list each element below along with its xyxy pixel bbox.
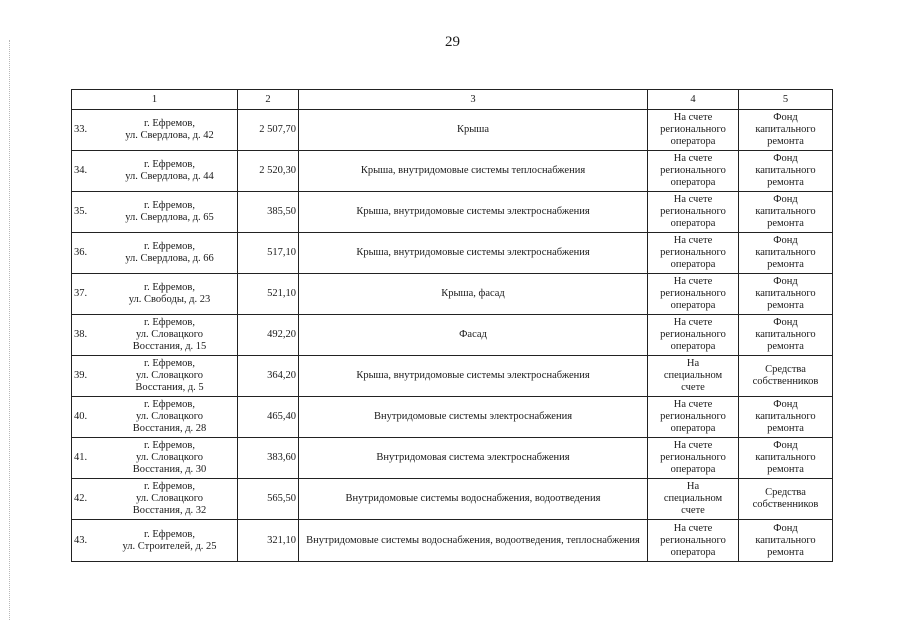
address-cell <box>72 479 238 520</box>
account-method <box>648 315 739 356</box>
address-line: г. Ефремов, <box>144 118 195 129</box>
table-row <box>72 151 833 192</box>
account-method <box>648 397 739 438</box>
funding-line: капитального <box>755 165 816 176</box>
address-line: г. Ефремов, <box>144 481 195 492</box>
table-row <box>72 520 833 562</box>
area-value: 517,10 <box>238 233 299 274</box>
address-cell <box>72 520 238 562</box>
account-line: оператора <box>670 546 716 558</box>
funding-line: ремонта <box>767 300 804 311</box>
area-value: 2 507,70 <box>238 110 299 151</box>
account-method <box>648 438 739 479</box>
account-line: На счете <box>673 194 713 205</box>
column-header: 4 <box>648 90 739 110</box>
table-row <box>72 192 833 233</box>
column-header: 2 <box>238 90 299 110</box>
funding-source <box>739 274 833 315</box>
row-number: 40. <box>74 411 88 422</box>
binding-margin-line <box>9 40 10 620</box>
address <box>104 529 235 553</box>
address-line: г. Ефремов, <box>144 282 195 293</box>
works-type: Крыша, внутридомовые системы электроснабжения <box>299 233 648 274</box>
address-cell <box>72 356 238 397</box>
address-line: г. Ефремов, <box>144 241 195 252</box>
account-line: специальном <box>663 493 723 504</box>
address-line: ул. Свободы, д. 23 <box>128 294 211 305</box>
address-line: г. Ефремов, <box>144 440 195 451</box>
funding-source <box>739 479 833 520</box>
funding-source <box>739 520 833 562</box>
funding-line: ремонта <box>767 218 804 229</box>
funding-line: собственников <box>752 499 819 510</box>
address-cell <box>72 315 238 356</box>
funding-line: Средства <box>765 364 806 375</box>
account-line: оператора <box>670 300 716 311</box>
funding-line: ремонта <box>767 464 804 475</box>
works-type: Внутридомовые системы водоснабжения, водоотведения <box>299 479 648 520</box>
account-method <box>648 233 739 274</box>
works-type: Фасад <box>299 315 648 356</box>
account-line: регионального <box>660 452 726 463</box>
address <box>104 118 235 142</box>
funding-line: Фонд <box>773 276 798 287</box>
account-line: регионального <box>660 411 726 422</box>
funding-line: Фонд <box>773 153 798 164</box>
account-line: регионального <box>660 165 726 176</box>
address-line: Восстания, д. 28 <box>132 423 207 434</box>
funding-line: капитального <box>755 534 816 546</box>
area-value: 321,10 <box>238 520 299 562</box>
works-type: Крыша, внутридомовые системы электроснабжения <box>299 192 648 233</box>
row-number: 36. <box>74 247 88 258</box>
repair-works-table <box>71 89 833 562</box>
address-line: ул. Свердлова, д. 42 <box>125 130 214 141</box>
account-line: оператора <box>670 218 716 229</box>
row-number: 42. <box>74 493 88 504</box>
address <box>104 399 235 435</box>
address-line: Восстания, д. 5 <box>135 382 204 393</box>
funding-line: собственников <box>752 376 819 387</box>
address-line: ул. Словацкого <box>136 370 203 381</box>
row-number: 41. <box>74 452 88 463</box>
table-row <box>72 233 833 274</box>
account-line: оператора <box>670 464 716 475</box>
address-line: г. Ефремов, <box>144 159 195 170</box>
address-line: ул. Словацкого <box>136 493 203 504</box>
row-number: 34. <box>74 165 88 176</box>
address-line: ул. Свердлова, д. 65 <box>125 212 214 223</box>
funding-source <box>739 192 833 233</box>
works-type: Внутридомовые системы электроснабжения <box>299 397 648 438</box>
funding-line: ремонта <box>767 546 804 558</box>
column-header: 5 <box>739 90 833 110</box>
works-type: Крыша, внутридомовые системы теплоснабжения <box>299 151 648 192</box>
account-line: оператора <box>670 341 716 352</box>
account-line: На счете <box>673 112 713 123</box>
address-line: ул. Свердлова, д. 66 <box>125 253 214 264</box>
page-number: 29 <box>445 34 460 50</box>
column-header: 1 <box>72 90 238 110</box>
funding-line: капитального <box>755 411 816 422</box>
funding-line: ремонта <box>767 259 804 270</box>
address <box>104 241 235 265</box>
address-cell <box>72 110 238 151</box>
funding-line: ремонта <box>767 177 804 188</box>
address <box>104 317 235 353</box>
funding-line: Фонд <box>773 112 798 123</box>
funding-line: ремонта <box>767 136 804 147</box>
address-line: г. Ефремов, <box>144 358 195 369</box>
works-type: Крыша, внутридомовые системы электроснабжения <box>299 356 648 397</box>
address <box>104 159 235 183</box>
address-line: г. Ефремов, <box>144 528 195 540</box>
account-line: регионального <box>660 247 726 258</box>
row-number: 35. <box>74 206 88 217</box>
address-line: ул. Свердлова, д. 44 <box>125 171 214 182</box>
funding-line: Фонд <box>773 440 798 451</box>
funding-line: ремонта <box>767 341 804 352</box>
table-row <box>72 274 833 315</box>
address-line: г. Ефремов, <box>144 200 195 211</box>
address-line: ул. Словацкого <box>136 452 203 463</box>
account-line: регионального <box>660 124 726 135</box>
funding-source <box>739 397 833 438</box>
table-row <box>72 479 833 520</box>
works-type: Внутридомовые системы водоснабжения, водоотведения, теплоснабжения <box>299 520 648 562</box>
address <box>104 282 235 306</box>
address-cell <box>72 151 238 192</box>
address-cell <box>72 192 238 233</box>
funding-line: Фонд <box>773 317 798 328</box>
works-type: Крыша, фасад <box>299 274 648 315</box>
account-line: На счете <box>673 399 713 410</box>
address-cell <box>72 397 238 438</box>
address-cell <box>72 233 238 274</box>
address-line: Восстания, д. 30 <box>132 464 207 475</box>
funding-source <box>739 438 833 479</box>
account-line: оператора <box>670 259 716 270</box>
account-line: счете <box>681 382 705 393</box>
account-line: счете <box>681 505 705 516</box>
funding-source <box>739 151 833 192</box>
address-line: Восстания, д. 32 <box>132 505 207 516</box>
area-value: 385,50 <box>238 192 299 233</box>
account-method <box>648 479 739 520</box>
funding-source <box>739 356 833 397</box>
address-line: ул. Словацкого <box>136 329 203 340</box>
address-line: Восстания, д. 15 <box>132 341 207 352</box>
account-method <box>648 356 739 397</box>
area-value: 2 520,30 <box>238 151 299 192</box>
address <box>104 481 235 517</box>
account-line: На <box>686 358 700 369</box>
address-line: ул. Словацкого <box>136 411 203 422</box>
account-line: специальном <box>663 370 723 381</box>
column-header: 3 <box>299 90 648 110</box>
account-line: На счете <box>673 276 713 287</box>
account-method <box>648 274 739 315</box>
account-line: регионального <box>660 534 726 546</box>
funding-line: капитального <box>755 452 816 463</box>
area-value: 565,50 <box>238 479 299 520</box>
funding-line: Фонд <box>773 399 798 410</box>
table-header-row <box>72 90 833 110</box>
account-line: На счете <box>673 153 713 164</box>
funding-source <box>739 233 833 274</box>
table-row <box>72 397 833 438</box>
account-method <box>648 192 739 233</box>
works-type: Крыша <box>299 110 648 151</box>
account-line: оператора <box>670 136 716 147</box>
funding-line: капитального <box>755 206 816 217</box>
account-method <box>648 151 739 192</box>
account-line: регионального <box>660 288 726 299</box>
area-value: 383,60 <box>238 438 299 479</box>
area-value: 492,20 <box>238 315 299 356</box>
account-line: На счете <box>673 235 713 246</box>
address-line: г. Ефремов, <box>144 317 195 328</box>
address <box>104 440 235 476</box>
works-type: Внутридомовая система электроснабжения <box>299 438 648 479</box>
row-number: 33. <box>74 124 88 135</box>
funding-source <box>739 315 833 356</box>
account-line: оператора <box>670 177 716 188</box>
funding-line: ремонта <box>767 423 804 434</box>
table-row <box>72 110 833 151</box>
account-line: На счете <box>673 317 713 328</box>
account-line: регионального <box>660 206 726 217</box>
row-number: 37. <box>74 288 88 299</box>
area-value: 465,40 <box>238 397 299 438</box>
funding-line: капитального <box>755 247 816 258</box>
account-method <box>648 520 739 562</box>
address <box>104 358 235 394</box>
table-row <box>72 438 833 479</box>
account-line: оператора <box>670 423 716 434</box>
row-number: 38. <box>74 329 88 340</box>
funding-line: капитального <box>755 124 816 135</box>
address-line: ул. Строителей, д. 25 <box>122 540 217 552</box>
funding-source <box>739 110 833 151</box>
account-line: На счете <box>673 522 713 534</box>
table-row <box>72 356 833 397</box>
row-number: 39. <box>74 370 88 381</box>
row-number: 43. <box>74 534 88 546</box>
funding-line: капитального <box>755 288 816 299</box>
funding-line: Фонд <box>773 194 798 205</box>
funding-line: Фонд <box>773 235 798 246</box>
address-cell <box>72 438 238 479</box>
address <box>104 200 235 224</box>
account-line: На <box>686 481 700 492</box>
area-value: 521,10 <box>238 274 299 315</box>
funding-line: Средства <box>765 487 806 498</box>
area-value: 364,20 <box>238 356 299 397</box>
address-line: г. Ефремов, <box>144 399 195 410</box>
account-method <box>648 110 739 151</box>
funding-line: Фонд <box>773 522 798 534</box>
funding-line: капитального <box>755 329 816 340</box>
account-line: На счете <box>673 440 713 451</box>
account-line: регионального <box>660 329 726 340</box>
address-cell <box>72 274 238 315</box>
table-row <box>72 315 833 356</box>
